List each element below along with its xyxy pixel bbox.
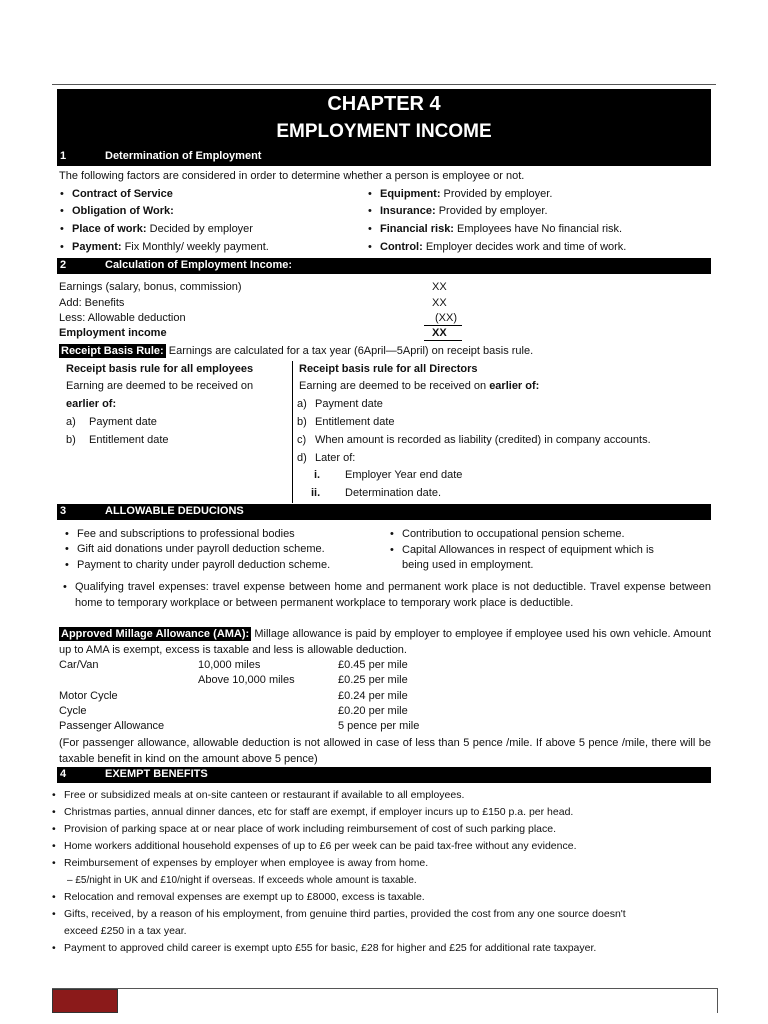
employees-rule-item: Entitlement date [89,434,169,446]
list-marker: d) [297,452,307,464]
rate-value: £0.25 per mile [338,674,408,686]
rate-value: 5 pence per mile [338,720,420,732]
directors-rule-item: Payment date [315,398,383,410]
receipt-basis-rule: Receipt Basis Rule: Earnings are calculated for a tax year (6April—5April) on receipt basis rule. [61,345,534,357]
total-rule [424,340,462,341]
employees-rule-text: earlier of: [66,398,117,410]
calc-row-label: Earnings (salary, bonus, commission) [59,281,242,293]
list-marker: i. [314,469,321,481]
s1-left-item: • Contract of Service [72,187,173,202]
list-marker: a) [66,416,76,428]
column-divider [292,361,293,503]
exempt-item: • Reimbursement of expenses by employer when employee is away from home. [64,856,428,871]
calc-row-label: Employment income [59,327,167,339]
deduction-item: • Payment to charity under payroll deduction scheme. [77,558,330,573]
rate-type: Car/Van [59,659,99,671]
footer-rule [52,988,718,989]
directors-rule-item: When amount is recorded as liability (credited) in company accounts. [315,434,651,446]
exempt-item: • Relocation and removal expenses are exempt up to £8000, excess is taxable. [64,890,425,905]
exempt-subitem: – £5/night in UK and £10/night if overseas. If exceeds whole amount is taxable. [67,875,417,886]
top-rule [52,84,716,85]
deduction-item: • Fee and subscriptions to professional bodies [77,527,295,542]
s1-right-item: • Financial risk: Employees have No financial risk. [380,222,622,237]
directors-rule-item: Later of: [315,452,356,464]
rate-band: 10,000 miles [198,659,261,671]
list-marker: b) [66,434,76,446]
ama-paragraph: Approved Millage Allowance (AMA): Millage allowance is paid by employer to employee if employee used his own vehicle. Amount up to AMA is exempt, excess is taxable and less is allowable deduction. [59,628,712,656]
s1-right-item: • Equipment: Provided by employer. [380,187,552,202]
directors-rule-item: Entitlement date [315,416,395,428]
exempt-item: • Payment to approved child career is exempt upto £55 for basic, £28 for higher and £25 for additional rate taxpayer. [64,941,596,956]
footer-divider [717,989,718,1013]
rate-value: £0.24 per mile [338,690,408,702]
exempt-item: • Home workers additional household expenses of up to £6 per week can be paid tax-free without any evidence. [64,839,576,854]
exempt-item-cont: exceed £250 in a tax year. [64,925,187,937]
deduction-item: • Capital Allowances in respect of equipment which is [402,543,654,558]
calc-row-label: Less: Allowable deduction [59,312,186,324]
s1-left-item: • Obligation of Work: [72,204,174,219]
section-heading-2: 2 Calculation of Employment Income: [57,258,711,274]
list-marker: a) [297,398,307,410]
directors-rule-text: Earning are deemed to be received on earlier of: [299,380,540,392]
exempt-item: • Free or subsidized meals at on-site canteen or restaurant if available to all employees. [64,788,464,803]
employees-rule-heading: Receipt basis rule for all employees [66,363,254,375]
s1-left-item: • Payment: Fix Monthly/ weekly payment. [72,240,269,255]
passenger-note: (For passenger allowance, allowable deduction is not allowed in case of less than 5 pence /mile. If above 5 pence /mile, there will be taxable benefit in kind on the amount above 5 pence) [59,737,711,765]
s1-right-item: • Control: Employer decides work and time of work. [380,240,626,255]
footer-page-tab [52,989,118,1013]
chapter-number: CHAPTER 4 [327,93,441,115]
rate-value: £0.20 per mile [338,705,408,717]
chapter-title: EMPLOYMENT INCOME [276,121,492,142]
s1-intro: The following factors are considered in order to determine whether a person is employee or not. [59,170,525,182]
s1-right-item: • Insurance: Provided by employer. [380,204,548,219]
section-heading-3: 3 ALLOWABLE DEDUCIONS [57,504,711,520]
deduction-item-cont: being used in employment. [402,559,534,571]
deduction-item: • Gift aid donations under payroll deduction scheme. [77,542,325,557]
rate-type: Cycle [59,705,87,717]
rate-band: Above 10,000 miles [198,674,295,686]
list-marker: c) [297,434,307,446]
directors-rule-heading: Receipt basis rule for all Directors [299,363,478,375]
rate-type: Motor Cycle [59,690,118,702]
directors-rule-subitem: Employer Year end date [345,469,463,481]
calc-row-value: XX [432,327,447,339]
s1-left-item: • Place of work: Decided by employer [72,222,253,237]
list-marker: ii. [311,487,321,499]
deduction-item: • Contribution to occupational pension scheme. [402,527,625,542]
exempt-item: • Provision of parking space at or near place of work including reimbursement of cost of such parking place. [64,822,556,837]
calc-row-value: XX [432,297,447,309]
employees-rule-item: Payment date [89,416,157,428]
employees-rule-text: Earning are deemed to be received on [66,380,254,392]
list-marker: b) [297,416,307,428]
calc-row-label: Add: Benefits [59,297,125,309]
rate-type: Passenger Allowance [59,720,165,732]
section-heading-4: 4 EXEMPT BENEFITS [57,767,711,783]
directors-rule-subitem: Determination date. [345,487,441,499]
rate-value: £0.45 per mile [338,659,408,671]
travel-expenses: • Qualifying travel expenses: travel expense between home and permanent work place is not deductible. Travel expense between home to temporary workplace or between permanent workplace to temporary work place is deductible. [75,579,711,611]
exempt-item: • Christmas parties, annual dinner dances, etc for staff are exempt, if employer incurs up to £150 p.a. per head. [64,805,573,820]
section-heading-1: 1 Determination of Employment [57,149,711,165]
calc-row-value: (XX) [435,312,457,324]
exempt-item: • Gifts, received, by a reason of his employment, from genuine third parties, provided the cost from any one source doesn't [64,907,626,922]
calc-row-value: XX [432,281,447,293]
